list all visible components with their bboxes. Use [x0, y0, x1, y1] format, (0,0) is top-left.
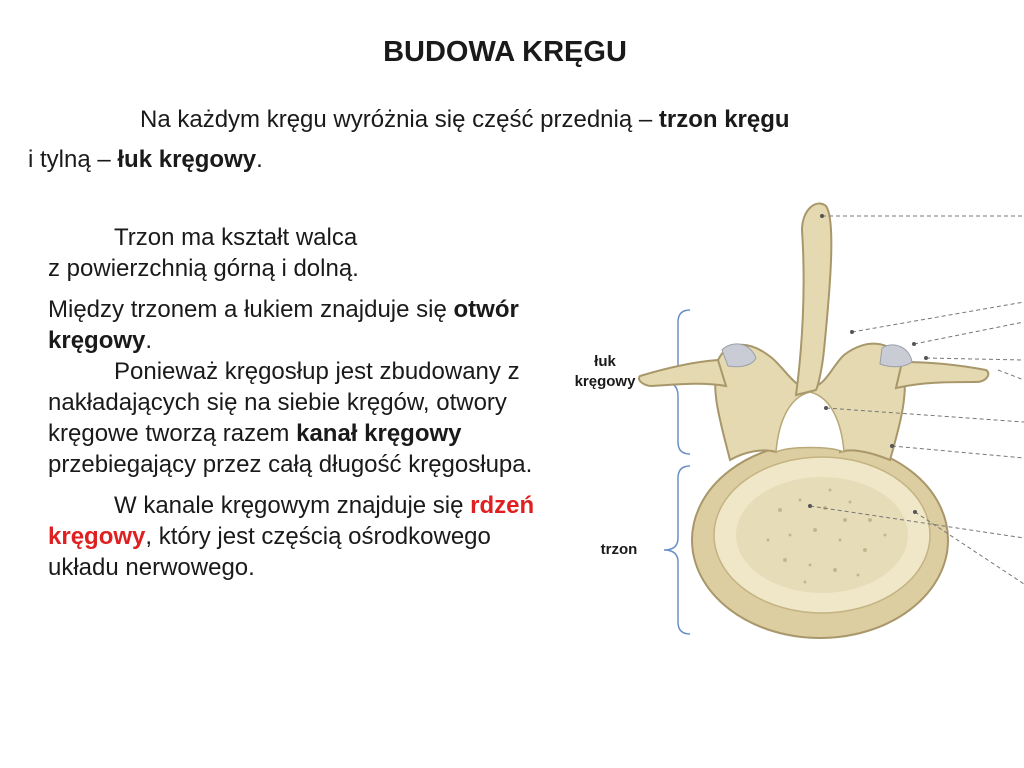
articular-facet-right [880, 345, 912, 367]
para-3 [48, 356, 538, 480]
para-3-end: przebiegający przez całą długość kręgosłupa. [48, 451, 533, 478]
intro-bold-trzon: trzon kręgu [658, 106, 790, 133]
para-4-red: rdzeń kręgowy [48, 492, 535, 550]
para-1-line-1: Trzon ma kształt walca [114, 224, 358, 251]
intro-part1: Na każdym kręgu wyróżnia się część przednią – [140, 106, 659, 133]
label-body: trzon [600, 541, 638, 558]
intro-bold-luk: łuk kręgowy [117, 146, 257, 173]
para-1-line-2: z powierzchnią górną i dolną. [48, 255, 359, 282]
label-arch-line-2: kręgowy [574, 373, 636, 390]
body-bracket [664, 466, 690, 634]
para-2 [48, 294, 538, 356]
intro-part3: . [256, 146, 263, 173]
para-1 [48, 222, 538, 284]
transverse-process-right [896, 362, 988, 388]
intro-part2: i tylną – [28, 146, 118, 173]
vertebra-illustration [540, 190, 1024, 650]
label-arch-line-1: łuk [594, 353, 616, 370]
vertebra-figure [540, 190, 1024, 650]
body-text [48, 222, 538, 583]
para-2-bold: otwór kręgowy [48, 296, 519, 354]
body-spongy [736, 477, 908, 593]
page-title: BUDOWA KRĘGU [383, 36, 627, 68]
para-4-text: W kanale kręgowym znajduje się [114, 492, 471, 519]
spinous-process [796, 203, 831, 395]
para-4 [48, 490, 538, 583]
para-3-bold: kanał kręgowy [296, 420, 462, 447]
label-arch [550, 352, 660, 392]
para-2-end: . [145, 327, 153, 354]
intro-text [28, 100, 1008, 180]
para-4-end: , który jest częścią ośrodkowego układu nerwowego. [48, 523, 491, 581]
para-2-text: Między trzonem a łukiem znajduje się [48, 296, 454, 323]
para-3-text: Ponieważ kręgosłup jest zbudowany z nakładających się na siebie kręgów, otwory kręgowe tworzą razem [48, 358, 520, 447]
